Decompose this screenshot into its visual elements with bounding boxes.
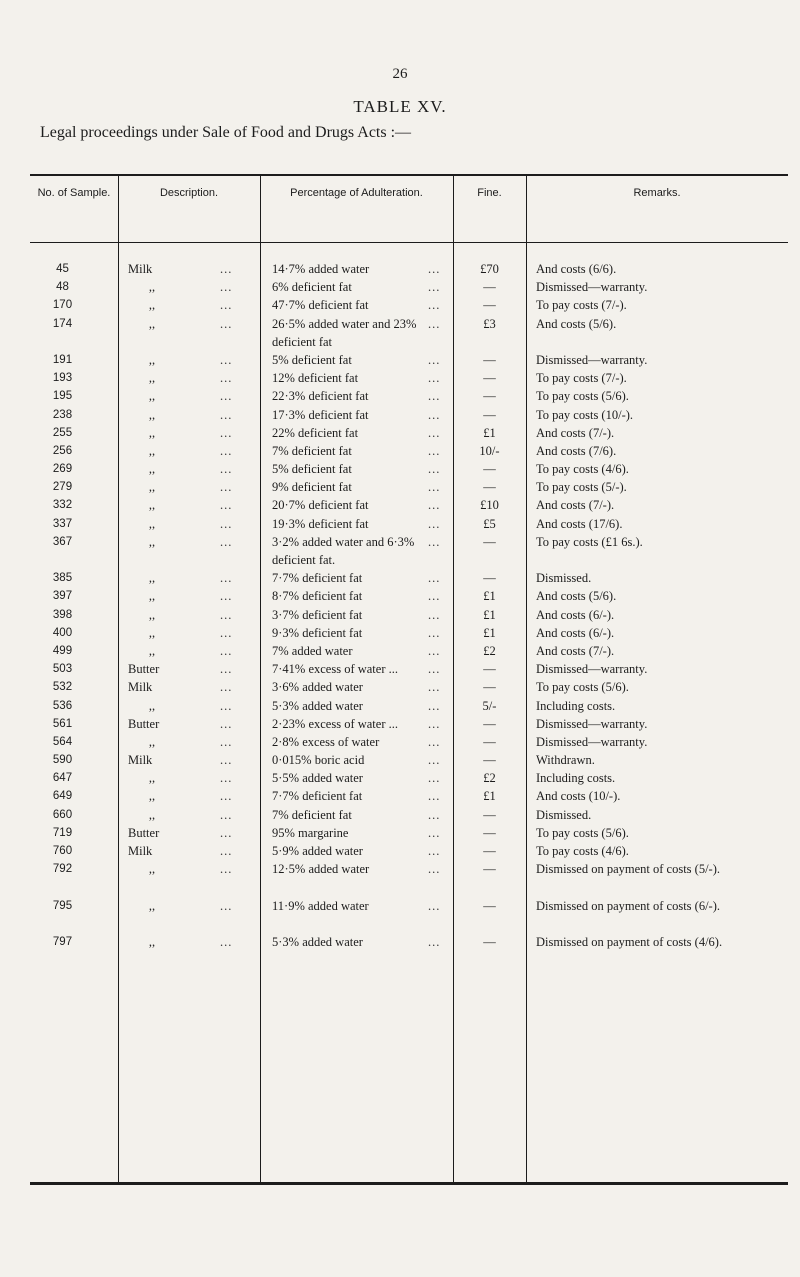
adulteration-percentage: 5·3% added water	[272, 935, 363, 949]
sample-number: 795	[52, 899, 73, 912]
sample-number: 590	[52, 754, 73, 767]
adulteration-percentage: 9% deficient fat	[272, 480, 352, 495]
fine: £1	[483, 789, 496, 804]
fine: —	[483, 825, 496, 840]
description: Milk	[128, 753, 153, 768]
leader-dots: ...	[220, 716, 233, 731]
leader-dots: ...	[428, 807, 441, 822]
leader-dots: ...	[220, 862, 233, 877]
sample-number: 170	[52, 299, 73, 312]
adulteration-percentage: 5·5% added water	[272, 771, 363, 786]
leader-dots: ...	[428, 389, 441, 404]
fine: £3	[483, 316, 496, 331]
fine: —	[483, 734, 496, 749]
table-row	[30, 769, 788, 787]
leader-dots: ...	[220, 298, 233, 313]
sample-number: 532	[52, 681, 73, 694]
leader-dots: ...	[428, 480, 441, 495]
table-row	[30, 678, 788, 696]
description: ,,	[148, 935, 156, 949]
table-row	[30, 660, 788, 678]
table-row	[30, 733, 788, 751]
description: ,,	[148, 898, 156, 913]
adulteration-percentage: 7·7% deficient fat	[272, 571, 363, 586]
leader-dots: ...	[220, 516, 233, 531]
adulteration-percentage: 22·3% deficient fat	[272, 389, 369, 404]
leader-dots: ...	[220, 643, 233, 658]
adulteration-percentage: 0·015% boric acid	[272, 753, 365, 768]
leader-dots: ...	[220, 407, 233, 422]
adulteration-percentage: 5% deficient fat	[272, 462, 352, 477]
description: ,,	[148, 352, 156, 367]
table-row	[30, 787, 788, 805]
fine: 10/-	[479, 443, 500, 458]
leader-dots: ...	[220, 698, 233, 713]
description: ,,	[148, 625, 156, 640]
fine: £10	[480, 498, 499, 513]
table-row	[30, 478, 788, 496]
leader-dots: ...	[428, 298, 441, 313]
remarks: And costs (7/-).	[536, 643, 615, 658]
remarks: Dismissed—warranty.	[536, 734, 648, 749]
table-top-rule	[30, 174, 788, 176]
remarks: And costs (6/-).	[536, 625, 615, 640]
leader-dots: ...	[220, 789, 233, 804]
leader-dots: ...	[220, 807, 233, 822]
description: ,,	[148, 316, 156, 331]
leader-dots: ...	[220, 352, 233, 367]
sample-number: 647	[52, 772, 73, 785]
leader-dots: ...	[220, 534, 233, 549]
fine: £1	[483, 425, 496, 440]
leader-dots: ...	[428, 371, 441, 386]
sample-number: 332	[52, 499, 73, 512]
remarks: Dismissed—warranty.	[536, 716, 648, 731]
leader-dots: ...	[428, 589, 441, 604]
adulteration-percentage: 6% deficient fat	[272, 280, 352, 295]
adulteration-percentage: 19·3% deficient fat	[272, 516, 369, 531]
description: ,,	[148, 480, 156, 495]
fine: —	[483, 280, 496, 295]
sample-number: 385	[52, 572, 73, 585]
adulteration-percentage: 7% added water	[272, 643, 353, 658]
table-row	[30, 606, 788, 624]
table-row	[30, 351, 788, 369]
table-caption: Legal proceedings under Sale of Food and Drugs Acts :—	[40, 124, 412, 141]
adulteration-percentage: 7% deficient fat	[272, 807, 352, 822]
adulteration-percentage: 5·9% added water	[272, 844, 363, 859]
adulteration-percentage: 95% margarine	[272, 825, 349, 840]
leader-dots: ...	[428, 607, 441, 622]
table-row	[30, 842, 788, 860]
description: ,,	[148, 425, 156, 440]
fine: —	[483, 716, 496, 731]
leader-dots: ...	[428, 462, 441, 477]
adulteration-percentage: 3·2% added water and 6·3% deficient fat.	[272, 534, 415, 568]
remarks: And costs (5/6).	[536, 316, 617, 331]
leader-dots: ...	[220, 389, 233, 404]
fine: —	[483, 662, 496, 677]
fine: —	[483, 389, 496, 404]
fine: £1	[483, 589, 496, 604]
leader-dots: ...	[428, 316, 441, 331]
sample-number: 269	[52, 463, 73, 476]
adulteration-percentage: 26·5% added water and 23% deficient fat	[272, 316, 417, 349]
table-row	[30, 260, 788, 278]
fine: £2	[483, 643, 496, 658]
adulteration-percentage: 5·3% added water	[272, 698, 363, 713]
leader-dots: ...	[428, 516, 441, 531]
table-row	[30, 369, 788, 387]
leader-dots: ...	[428, 443, 441, 458]
table-row	[30, 587, 788, 605]
sample-number: 503	[52, 663, 73, 676]
description: ,,	[148, 516, 156, 531]
leader-dots: ...	[220, 898, 233, 913]
sample-number: 649	[52, 790, 73, 803]
sample-number: 193	[52, 372, 73, 385]
fine: —	[483, 807, 496, 822]
remarks: To pay costs (£1 6s.).	[536, 534, 643, 549]
leader-dots: ...	[428, 625, 441, 640]
leader-dots: ...	[220, 462, 233, 477]
leader-dots: ...	[220, 316, 233, 331]
sample-number: 195	[52, 390, 73, 403]
fine: —	[483, 898, 496, 913]
leader-dots: ...	[220, 625, 233, 640]
leader-dots: ...	[220, 480, 233, 495]
leader-dots: ...	[428, 280, 441, 295]
adulteration-percentage: 3·7% deficient fat	[272, 607, 363, 622]
remarks: To pay costs (4/6).	[536, 844, 629, 859]
sample-number: 564	[52, 735, 73, 748]
description: ,,	[148, 698, 156, 713]
table-row	[30, 751, 788, 769]
fine: —	[483, 935, 496, 949]
header-remarks: Remarks.	[633, 187, 681, 199]
leader-dots: ...	[428, 262, 441, 276]
fine: —	[483, 462, 496, 477]
leader-dots: ...	[428, 862, 441, 877]
sample-number: 255	[52, 426, 73, 439]
leader-dots: ...	[220, 662, 233, 677]
remarks: And costs (17/6).	[536, 516, 623, 531]
leader-dots: ...	[220, 425, 233, 440]
remarks: And costs (7/-).	[536, 425, 615, 440]
adulteration-percentage: 7% deficient fat	[272, 443, 352, 458]
table-row	[30, 860, 788, 896]
leader-dots: ...	[220, 734, 233, 749]
fine: —	[483, 862, 496, 877]
table-bottom-rule	[30, 1182, 788, 1185]
table-row	[30, 278, 788, 296]
remarks: To pay costs (5/-).	[536, 480, 627, 495]
remarks: And costs (5/6).	[536, 589, 617, 604]
sample-number: 48	[56, 281, 69, 294]
table-row	[30, 406, 788, 424]
adulteration-percentage: 11·9% added water	[272, 898, 369, 913]
table-row	[30, 897, 788, 933]
adulteration-percentage: 8·7% deficient fat	[272, 589, 363, 604]
fine: —	[483, 371, 496, 386]
description: Butter	[128, 716, 160, 731]
table-row	[30, 715, 788, 733]
table-body	[30, 260, 788, 969]
remarks: Dismissed.	[536, 571, 592, 586]
fine: £2	[483, 771, 496, 786]
fine: —	[483, 680, 496, 695]
remarks: Dismissed.	[536, 807, 592, 822]
sample-number: 561	[52, 717, 73, 730]
leader-dots: ...	[428, 844, 441, 859]
description: ,,	[148, 607, 156, 622]
adulteration-percentage: 5% deficient fat	[272, 352, 352, 367]
fine: 5/-	[482, 698, 497, 713]
leader-dots: ...	[220, 753, 233, 768]
leader-dots: ...	[220, 280, 233, 295]
leader-dots: ...	[220, 844, 233, 859]
fine: —	[483, 352, 496, 367]
leader-dots: ...	[220, 607, 233, 622]
sample-number: 337	[52, 517, 73, 530]
leader-dots: ...	[428, 825, 441, 840]
leader-dots: ...	[428, 698, 441, 713]
remarks: Dismissed on payment of costs (5/-).	[536, 862, 721, 877]
table-row	[30, 806, 788, 824]
description: Milk	[128, 844, 153, 859]
remarks: Dismissed—warranty.	[536, 280, 648, 295]
fine: —	[483, 844, 496, 859]
remarks: To pay costs (5/6).	[536, 825, 629, 840]
leader-dots: ...	[428, 571, 441, 586]
leader-dots: ...	[220, 825, 233, 840]
remarks: To pay costs (10/-).	[536, 407, 634, 422]
table-row	[30, 460, 788, 478]
remarks: And costs (7/6).	[536, 443, 617, 458]
description: ,,	[148, 643, 156, 658]
table-row	[30, 387, 788, 405]
leader-dots: ...	[220, 443, 233, 458]
description: ,,	[148, 407, 156, 422]
sample-number: 174	[52, 317, 73, 330]
leader-dots: ...	[428, 534, 441, 549]
leader-dots: ...	[220, 571, 233, 586]
sample-number: 797	[52, 936, 73, 948]
remarks: Withdrawn.	[536, 753, 595, 768]
leader-dots: ...	[428, 680, 441, 695]
adulteration-percentage: 14·7% added water	[272, 262, 370, 276]
table-row	[30, 296, 788, 314]
sample-number: 536	[52, 699, 73, 712]
table-row	[30, 933, 788, 969]
leader-dots: ...	[428, 662, 441, 677]
leader-dots: ...	[428, 935, 441, 949]
table-row	[30, 624, 788, 642]
leader-dots: ...	[220, 498, 233, 513]
remarks: And costs (6/6).	[536, 262, 617, 276]
sample-number: 279	[52, 481, 73, 494]
description: Milk	[128, 680, 153, 695]
fine: —	[483, 298, 496, 313]
remarks: Dismissed on payment of costs (6/-).	[536, 898, 721, 913]
remarks: And costs (10/-).	[536, 789, 621, 804]
leader-dots: ...	[220, 680, 233, 695]
remarks: To pay costs (5/6).	[536, 389, 629, 404]
table-row	[30, 824, 788, 842]
sample-number: 367	[52, 535, 73, 548]
table-row	[30, 315, 788, 351]
description: ,,	[148, 280, 156, 295]
description: ,,	[148, 498, 156, 513]
description: ,,	[148, 589, 156, 604]
description: ,,	[148, 371, 156, 386]
fine: £5	[483, 516, 496, 531]
adulteration-percentage: 7·7% deficient fat	[272, 789, 363, 804]
table-row	[30, 642, 788, 660]
adulteration-percentage: 9·3% deficient fat	[272, 625, 363, 640]
table-row	[30, 424, 788, 442]
fine: —	[483, 571, 496, 586]
table-row	[30, 515, 788, 533]
description: ,,	[148, 443, 156, 458]
header-description: Description.	[159, 187, 219, 199]
adulteration-percentage: 2·8% excess of water	[272, 734, 380, 749]
sample-number: 398	[52, 608, 73, 621]
table-row	[30, 496, 788, 514]
description: ,,	[148, 462, 156, 477]
leader-dots: ...	[220, 371, 233, 386]
description: ,,	[148, 734, 156, 749]
sample-number: 660	[52, 808, 73, 821]
remarks: And costs (6/-).	[536, 607, 615, 622]
fine: —	[483, 753, 496, 768]
sample-number: 191	[52, 353, 73, 366]
sample-number: 760	[52, 845, 73, 858]
proceedings-table	[30, 174, 788, 1186]
leader-dots: ...	[428, 898, 441, 913]
page-number: 26	[392, 66, 408, 82]
adulteration-percentage: 2·23% excess of water ...	[272, 716, 398, 731]
header-sample-number: No. of Sample.	[37, 187, 111, 199]
adulteration-percentage: 7·41% excess of water ...	[272, 662, 398, 677]
fine: £1	[483, 607, 496, 622]
remarks: Dismissed on payment of costs (4/6).	[536, 935, 723, 949]
description: ,,	[148, 571, 156, 586]
table-row	[30, 442, 788, 460]
sample-number: 397	[52, 590, 73, 603]
leader-dots: ...	[428, 407, 441, 422]
adulteration-percentage: 47·7% deficient fat	[272, 298, 369, 313]
adulteration-percentage: 17·3% deficient fat	[272, 407, 369, 422]
remarks: Dismissed—warranty.	[536, 662, 648, 677]
header-fine: Fine.	[477, 187, 502, 199]
leader-dots: ...	[428, 352, 441, 367]
leader-dots: ...	[220, 771, 233, 786]
leader-dots: ...	[428, 753, 441, 768]
sample-number: 45	[56, 263, 69, 275]
description: ,,	[148, 807, 156, 822]
description: ,,	[148, 534, 156, 549]
sample-number: 256	[52, 444, 73, 457]
adulteration-percentage: 12% deficient fat	[272, 371, 359, 386]
remarks: To pay costs (7/-).	[536, 298, 627, 313]
leader-dots: ...	[220, 935, 233, 949]
adulteration-percentage: 12·5% added water	[272, 862, 370, 877]
leader-dots: ...	[428, 771, 441, 786]
sample-number: 792	[52, 863, 73, 876]
adulteration-percentage: 3·6% added water	[272, 680, 363, 695]
fine: £70	[480, 262, 499, 276]
leader-dots: ...	[428, 498, 441, 513]
leader-dots: ...	[428, 734, 441, 749]
header-percentage: Percentage of Adulteration.	[290, 187, 423, 199]
table-title: TABLE XV.	[353, 97, 447, 116]
remarks: Including costs.	[536, 771, 616, 786]
remarks: To pay costs (7/-).	[536, 371, 627, 386]
description: Butter	[128, 825, 160, 840]
fine: —	[483, 407, 496, 422]
fine: —	[483, 480, 496, 495]
description: ,,	[148, 298, 156, 313]
fine: £1	[483, 625, 496, 640]
sample-number: 238	[52, 408, 73, 421]
description: ,,	[148, 789, 156, 804]
remarks: To pay costs (5/6).	[536, 680, 629, 695]
description: ,,	[148, 862, 156, 877]
sample-number: 719	[52, 826, 73, 839]
description: ,,	[148, 389, 156, 404]
sample-number: 499	[52, 644, 73, 657]
adulteration-percentage: 22% deficient fat	[272, 425, 359, 440]
table-row	[30, 697, 788, 715]
leader-dots: ...	[428, 789, 441, 804]
sample-number: 400	[52, 626, 73, 639]
fine: —	[483, 534, 496, 549]
leader-dots: ...	[220, 589, 233, 604]
description: ,,	[148, 771, 156, 786]
adulteration-percentage: 20·7% deficient fat	[272, 498, 369, 513]
table-row	[30, 569, 788, 587]
remarks: Including costs.	[536, 698, 616, 713]
remarks: To pay costs (4/6).	[536, 462, 629, 477]
leader-dots: ...	[428, 716, 441, 731]
description: Milk	[128, 262, 153, 276]
leader-dots: ...	[428, 643, 441, 658]
remarks: Dismissed—warranty.	[536, 352, 648, 367]
description: Butter	[128, 662, 160, 677]
leader-dots: ...	[428, 425, 441, 440]
remarks: And costs (7/-).	[536, 498, 615, 513]
table-header-rule	[30, 242, 788, 243]
leader-dots: ...	[220, 262, 233, 276]
table-row	[30, 533, 788, 569]
